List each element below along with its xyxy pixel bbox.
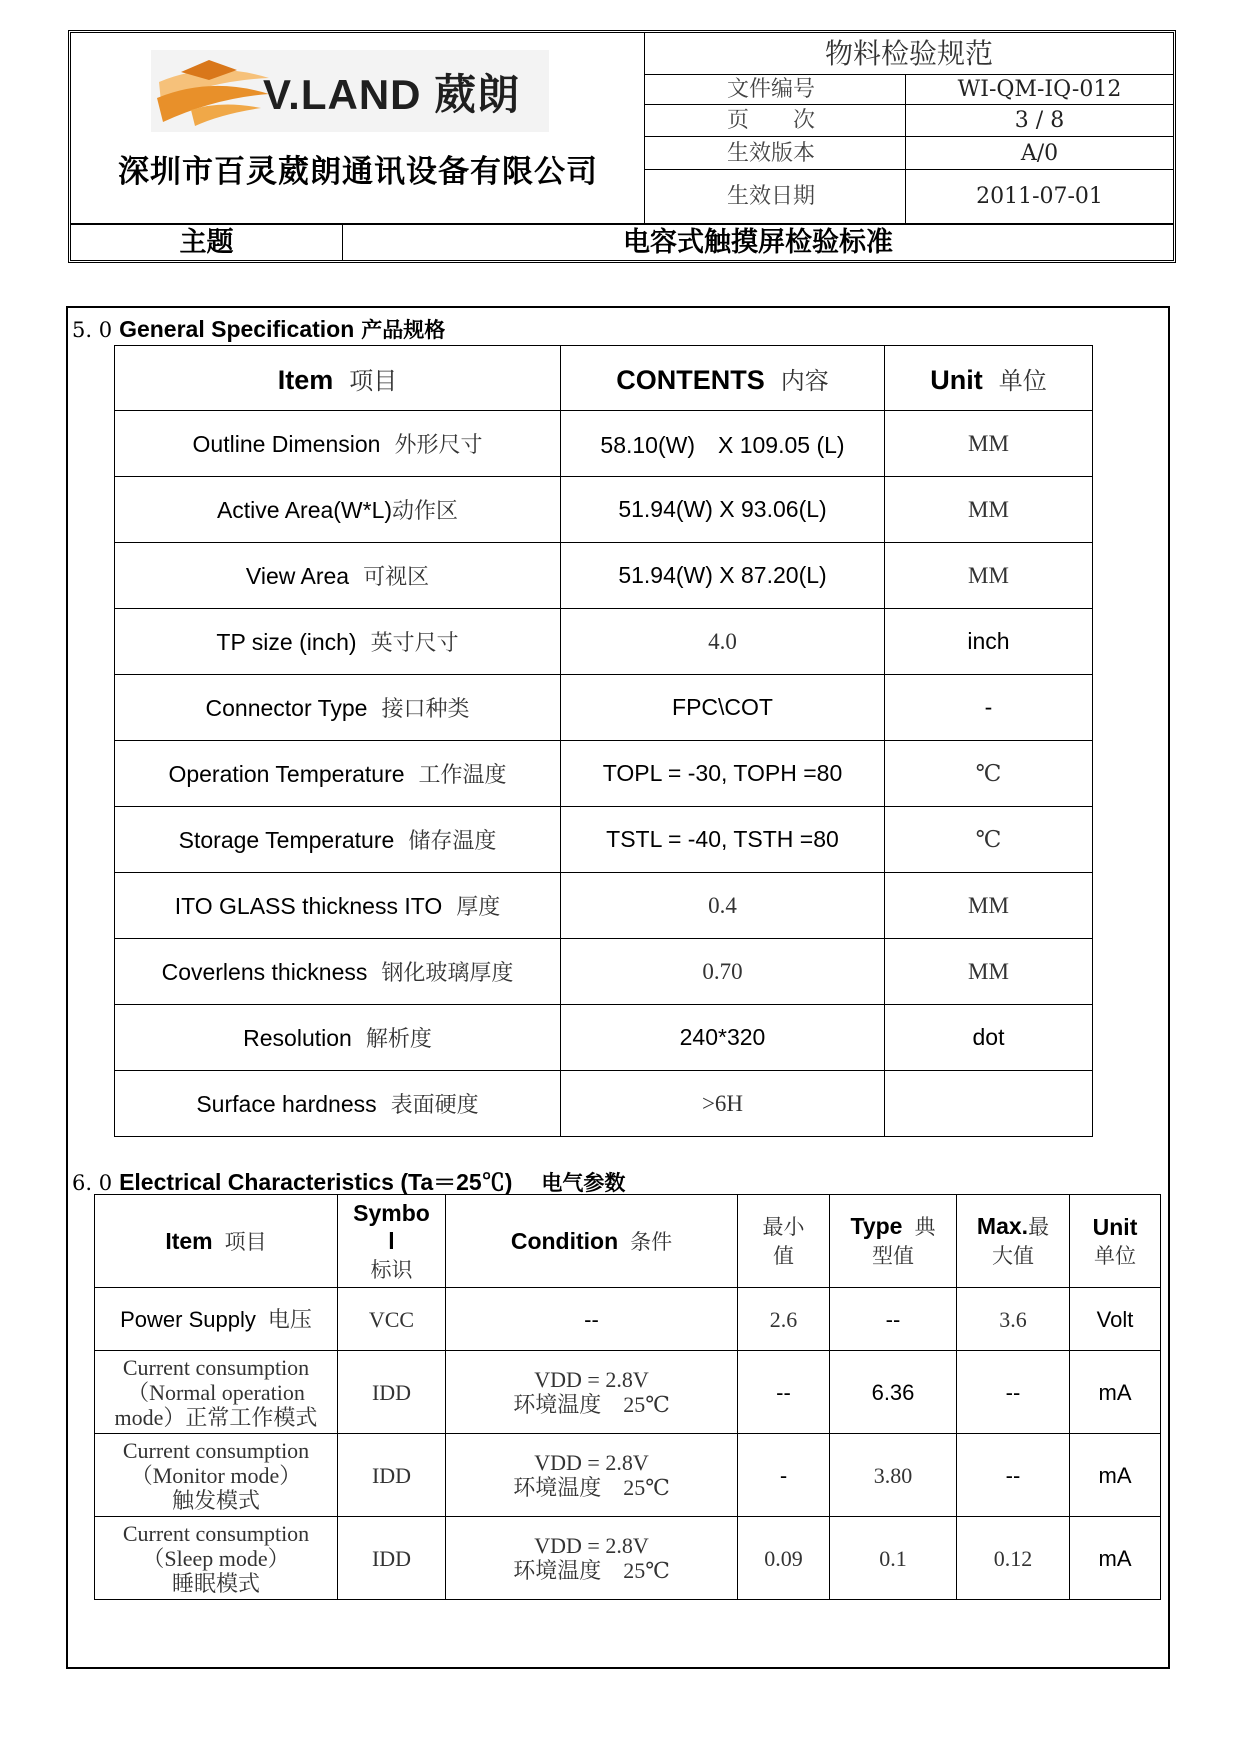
meta-value: A/0 xyxy=(1020,141,1059,166)
meta-row-page xyxy=(645,105,1173,137)
meta-row-date xyxy=(645,170,1173,223)
spec-value: 0.70 xyxy=(561,939,885,1005)
spec-unit: MM xyxy=(885,873,1093,939)
general-spec-table xyxy=(114,345,1093,1137)
elec-symbol: IDD xyxy=(338,1351,446,1434)
content-frame xyxy=(66,306,1170,1669)
spec-heading-en: General Specification xyxy=(119,316,355,342)
electrical-heading xyxy=(72,1164,625,1197)
meta-label: 文件编号 xyxy=(645,75,906,104)
table-row xyxy=(115,477,1093,543)
col-header-unit: Unit 单位 xyxy=(885,346,1093,411)
spec-item: TP size (inch) 英寸尺寸 xyxy=(115,609,561,675)
subject-value: 电容式触摸屏检验标准 xyxy=(623,227,893,258)
table-row xyxy=(115,939,1093,1005)
elec-min: 0.09 xyxy=(738,1517,830,1600)
elec-type: 0.1 xyxy=(830,1517,957,1600)
spec-item: Surface hardness 表面硬度 xyxy=(115,1071,561,1137)
col-header-symbol: Symbo l 标识 xyxy=(338,1195,446,1288)
table-row xyxy=(115,807,1093,873)
elec-item: Current consumption （Monitor mode） 触发模式 xyxy=(95,1434,338,1517)
document-header xyxy=(68,30,1176,263)
spec-item: Connector Type 接口种类 xyxy=(115,675,561,741)
spec-unit xyxy=(885,1071,1093,1137)
spec-unit: ℃ xyxy=(885,807,1093,873)
col-header-unit: Unit 单位 xyxy=(1070,1195,1161,1288)
meta-value: WI-QM-IQ-012 xyxy=(957,77,1122,102)
elec-type: 3.80 xyxy=(830,1434,957,1517)
elec-condition: VDD = 2.8V 环境温度 25℃ xyxy=(446,1351,738,1434)
logo-area xyxy=(71,33,645,223)
table-header-row xyxy=(115,346,1093,411)
electrical-heading-zh: 电气参数 xyxy=(541,1171,626,1195)
subject-label: 主题 xyxy=(71,225,343,260)
spec-item: ITO GLASS thickness ITO 厚度 xyxy=(115,873,561,939)
elec-unit: mA xyxy=(1070,1351,1161,1434)
meta-row-version xyxy=(645,137,1173,170)
elec-min: -- xyxy=(738,1351,830,1434)
spec-heading-zh: 产品规格 xyxy=(361,318,446,342)
electrical-table xyxy=(94,1194,1161,1600)
meta-label: 生效日期 xyxy=(645,170,906,223)
col-header-item: Item 项目 xyxy=(95,1195,338,1288)
table-row xyxy=(115,609,1093,675)
spec-value: 4.0 xyxy=(561,609,885,675)
col-header-type: Type 典 型值 xyxy=(830,1195,957,1288)
elec-unit: mA xyxy=(1070,1517,1161,1600)
spec-unit: inch xyxy=(885,609,1093,675)
table-row xyxy=(95,1288,1161,1351)
spec-unit: dot xyxy=(885,1005,1093,1071)
spec-value: FPC\COT xyxy=(561,675,885,741)
elec-max: 3.6 xyxy=(957,1288,1070,1351)
spec-item: Coverlens thickness 钢化玻璃厚度 xyxy=(115,939,561,1005)
table-row xyxy=(115,675,1093,741)
spec-heading xyxy=(72,314,445,344)
elec-unit: mA xyxy=(1070,1434,1161,1517)
elec-item: Current consumption （Sleep mode） 睡眠模式 xyxy=(95,1517,338,1600)
spec-value: >6H xyxy=(561,1071,885,1137)
elec-min: - xyxy=(738,1434,830,1517)
spec-heading-number: 5. 0 xyxy=(72,318,113,342)
elec-min: 2.6 xyxy=(738,1288,830,1351)
logo-swoosh-icon xyxy=(151,50,271,132)
elec-max: 0.12 xyxy=(957,1517,1070,1600)
spec-item: View Area 可视区 xyxy=(115,543,561,609)
spec-item: Resolution 解析度 xyxy=(115,1005,561,1071)
electrical-heading-number: 6. 0 xyxy=(72,1171,113,1195)
meta-value: 3 / 8 xyxy=(1014,108,1065,133)
spec-value: 0.4 xyxy=(561,873,885,939)
elec-item: Current consumption （Normal operation mode）正常工作模式 xyxy=(95,1351,338,1434)
spec-unit: MM xyxy=(885,411,1093,477)
spec-item: Outline Dimension 外形尺寸 xyxy=(115,411,561,477)
spec-value: TOPL = -30, TOPH =80 xyxy=(561,741,885,807)
doc-title: 物料检验规范 xyxy=(645,33,1173,75)
col-header-contents: CONTENTS 内容 xyxy=(561,346,885,411)
company-name: 深圳市百灵葳朗通讯设备有限公司 xyxy=(118,154,598,190)
elec-symbol: IDD xyxy=(338,1434,446,1517)
table-row xyxy=(115,411,1093,477)
meta-value: 2011-07-01 xyxy=(976,184,1103,209)
spec-value: TSTL = -40, TSTH =80 xyxy=(561,807,885,873)
spec-unit: MM xyxy=(885,477,1093,543)
spec-item: Operation Temperature 工作温度 xyxy=(115,741,561,807)
company-logo xyxy=(151,50,549,132)
spec-item: Storage Temperature 储存温度 xyxy=(115,807,561,873)
logo-text: V.LAND 葳朗 xyxy=(263,71,521,118)
spec-value: 51.94(W) X 93.06(L) xyxy=(561,477,885,543)
col-header-min: 最小 值 xyxy=(738,1195,830,1288)
elec-item: Power Supply 电压 xyxy=(95,1288,338,1351)
elec-condition: -- xyxy=(446,1288,738,1351)
spec-value: 240*320 xyxy=(561,1005,885,1071)
elec-type: 6.36 xyxy=(830,1351,957,1434)
elec-max: -- xyxy=(957,1351,1070,1434)
table-row xyxy=(115,873,1093,939)
meta-label: 生效版本 xyxy=(645,137,906,169)
table-row xyxy=(115,543,1093,609)
col-header-max: Max.最 大值 xyxy=(957,1195,1070,1288)
elec-max: -- xyxy=(957,1434,1070,1517)
spec-item: Active Area(W*L)动作区 xyxy=(115,477,561,543)
table-row xyxy=(115,1005,1093,1071)
elec-symbol: IDD xyxy=(338,1517,446,1600)
table-row xyxy=(115,741,1093,807)
spec-value: 51.94(W) X 87.20(L) xyxy=(561,543,885,609)
col-header-item: Item 项目 xyxy=(115,346,561,411)
elec-type: -- xyxy=(830,1288,957,1351)
elec-unit: Volt xyxy=(1070,1288,1161,1351)
elec-condition: VDD = 2.8V 环境温度 25℃ xyxy=(446,1434,738,1517)
spec-value: 58.10(W) X 109.05 (L) xyxy=(561,411,885,477)
elec-symbol: VCC xyxy=(338,1288,446,1351)
elec-condition: VDD = 2.8V 环境温度 25℃ xyxy=(446,1517,738,1600)
table-row xyxy=(95,1351,1161,1434)
meta-row-doc-number xyxy=(645,75,1173,105)
spec-unit: - xyxy=(885,675,1093,741)
table-row xyxy=(95,1434,1161,1517)
spec-unit: MM xyxy=(885,543,1093,609)
table-header-row xyxy=(95,1195,1161,1288)
meta-label: 页 次 xyxy=(645,105,906,136)
table-row xyxy=(95,1517,1161,1600)
table-row xyxy=(115,1071,1093,1137)
electrical-heading-en: Electrical Characteristics (Ta＝25℃) xyxy=(119,1169,513,1195)
subject-row xyxy=(71,223,1173,260)
spec-unit: ℃ xyxy=(885,741,1093,807)
spec-unit: MM xyxy=(885,939,1093,1005)
col-header-condition: Condition 条件 xyxy=(446,1195,738,1288)
